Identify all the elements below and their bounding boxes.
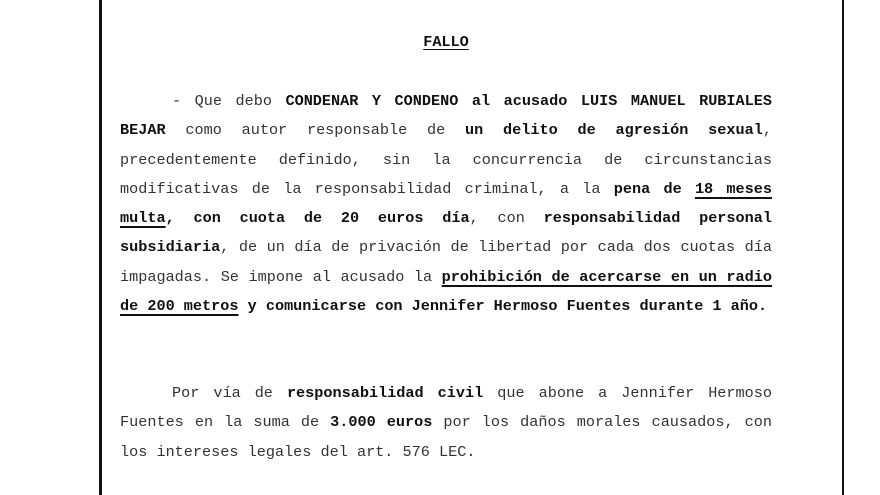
text-segment: Por vía de xyxy=(172,384,287,402)
underlined-restraining-order: prohibición de acercarse en un radio de 200 metros xyxy=(120,267,772,316)
underlined-penalty-months: 18 meses multa xyxy=(120,179,772,228)
text-segment: , precedentemente definido, sin la concurrencia de circunstancias modificativas de la responsabilidad criminal, a la xyxy=(120,121,772,198)
text-segment: como autor responsable de xyxy=(165,121,465,140)
page-border-right xyxy=(842,0,844,495)
text-segment: - Que debo xyxy=(172,92,286,110)
civil-liability-paragraph xyxy=(120,379,772,467)
text-segment: , de un día de privación de libertad por cada dos cuotas día impagadas. Se impone al acusado la xyxy=(120,238,772,286)
bold-subsidiary-liability: responsabilidad personal subsidiaria xyxy=(120,209,772,257)
bold-offense: un delito de agresión sexual xyxy=(465,121,763,140)
bold-amount: 3.000 euros xyxy=(330,413,433,432)
bold-no-contact: y comunicarse con Jennifer Hermoso Fuentes durante 1 año. xyxy=(247,297,768,316)
text-segment xyxy=(238,297,247,315)
text-segment: , con xyxy=(469,209,544,228)
text-segment: que abone a Jennifer Hermoso Fuentes en la suma de xyxy=(120,384,772,432)
page-border-left xyxy=(99,0,102,495)
text-segment: por los daños morales causados, con los intereses legales del art. 576 LEC. xyxy=(120,413,772,461)
bold-civil-liability: responsabilidad civil xyxy=(286,384,484,402)
bold-daily-fee: , con cuota de 20 euros día xyxy=(165,209,470,228)
bold-penalty-lead: pena de xyxy=(613,179,695,198)
bold-sentence-defendant: CONDENAR Y CONDENO al acusado LUIS MANUEL RUBIALES BEJAR xyxy=(120,92,772,140)
ruling-paragraph xyxy=(120,87,772,321)
section-title: FALLO xyxy=(423,33,469,51)
